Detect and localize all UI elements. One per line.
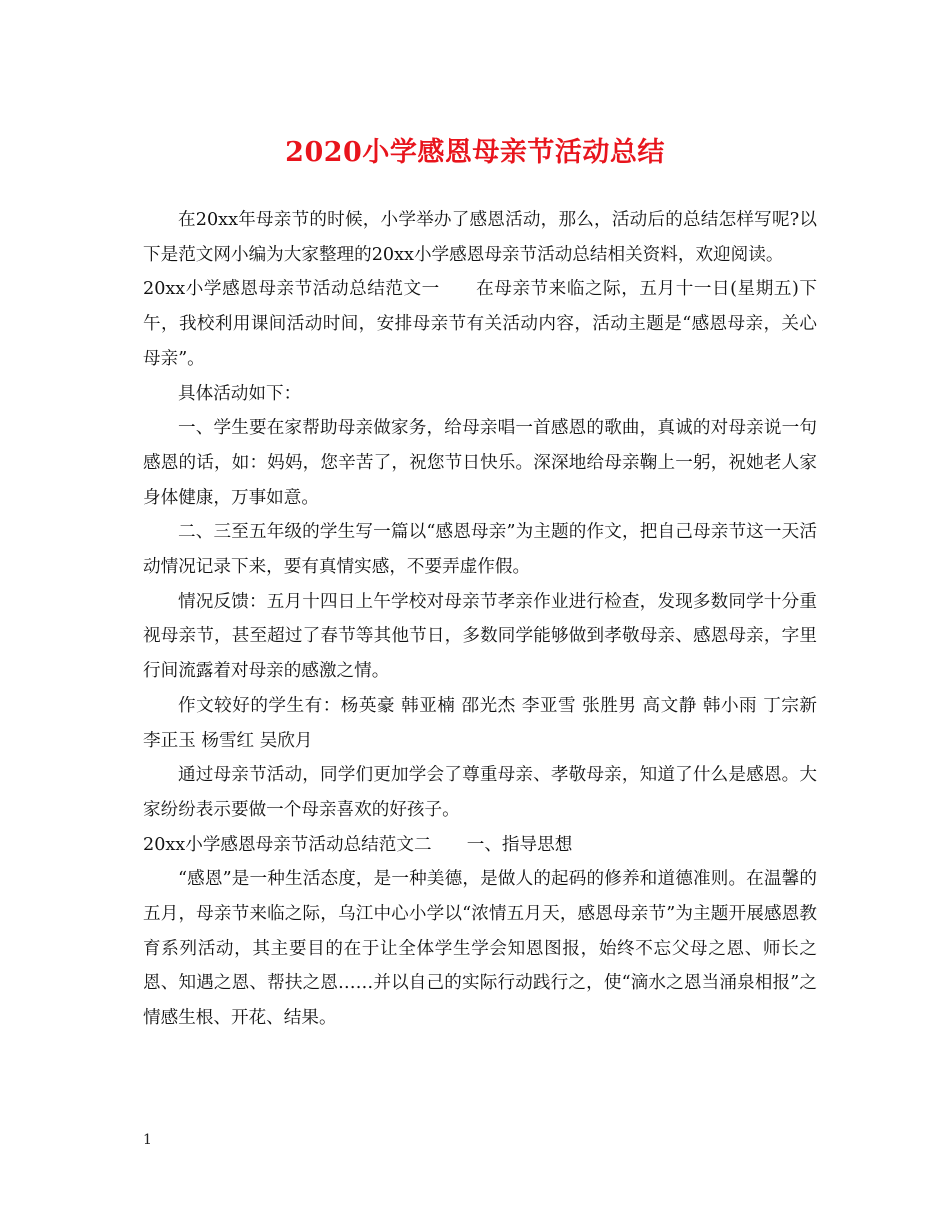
paragraph-activity-two: 二、三至五年级的学生写一篇以“感恩母亲”为主题的作文，把自己母亲节这一天活动情况记录下来，要有真情实感，不要弄虚作假。 (143, 522, 817, 578)
document-body (143, 203, 817, 1036)
paragraph-activities-intro: 具体活动如下： (178, 383, 302, 404)
page-title: 2020小学感恩母亲节活动总结 (285, 137, 665, 168)
page-number: 1 (143, 1132, 152, 1148)
paragraph-good-students: 作文较好的学生有：杨英豪 韩亚楠 邵光杰 李亚雪 张胜男 高文静 韩小雨 丁宗新 李正玉 杨雪红 吴欣月 (143, 695, 817, 751)
paragraph-feedback: 情况反馈：五月十四日上午学校对母亲节孝亲作业进行检查，发现多数同学十分重视母亲节，甚至超过了春节等其他节日，多数同学能够做到孝敬母亲、感恩母亲，字里行间流露着对母亲的感激之情。 (143, 591, 817, 682)
paragraph-activity-one: 一、学生要在家帮助母亲做家务，给母亲唱一首感恩的歌曲，真诚的对母亲说一句感恩的话，如：妈妈，您辛苦了，祝您节日快乐。深深地给母亲鞠上一躬，祝她老人家身体健康，万事如意。 (143, 418, 817, 508)
paragraph-guiding-thought: “感恩”是一种生活态度，是一种美德，是做人的起码的修养和道德准则。在温馨的五月，母亲节来临之际，乌江中心小学以“浓情五月天，感恩母亲节”为主题开展感恩教育系列活动，其主要目的在于让全体学生学会知恩图报，始终不忘父母之恩、师长之恩、知遇之恩、帮扶之恩……并以自己的实际行动践行之，使“滴水之恩当涌泉相报”之情感生根、开花、结果。 (143, 869, 817, 1029)
paragraph-sample-one-heading: 20xx小学感恩母亲节活动总结范文一 在母亲节来临之际，五月十一日(星期五)下午，我校利用课间活动时间，安排母亲节有关活动内容，活动主题是“感恩母亲，关心母亲”。 (143, 279, 817, 369)
paragraph-sample-two-heading: 20xx小学感恩母亲节活动总结范文二 一、指导思想 (143, 834, 573, 855)
paragraph-intro: 在20xx年母亲节的时候，小学举办了感恩活动，那么，活动后的总结怎样写呢?以下是范文网小编为大家整理的20xx小学感恩母亲节活动总结相关资料，欢迎阅读。 (143, 210, 817, 265)
paragraph-conclusion: 通过母亲节活动，同学们更加学会了尊重母亲、孝敬母亲，知道了什么是感恩。大家纷纷表示要做一个母亲喜欢的好孩子。 (143, 765, 817, 820)
